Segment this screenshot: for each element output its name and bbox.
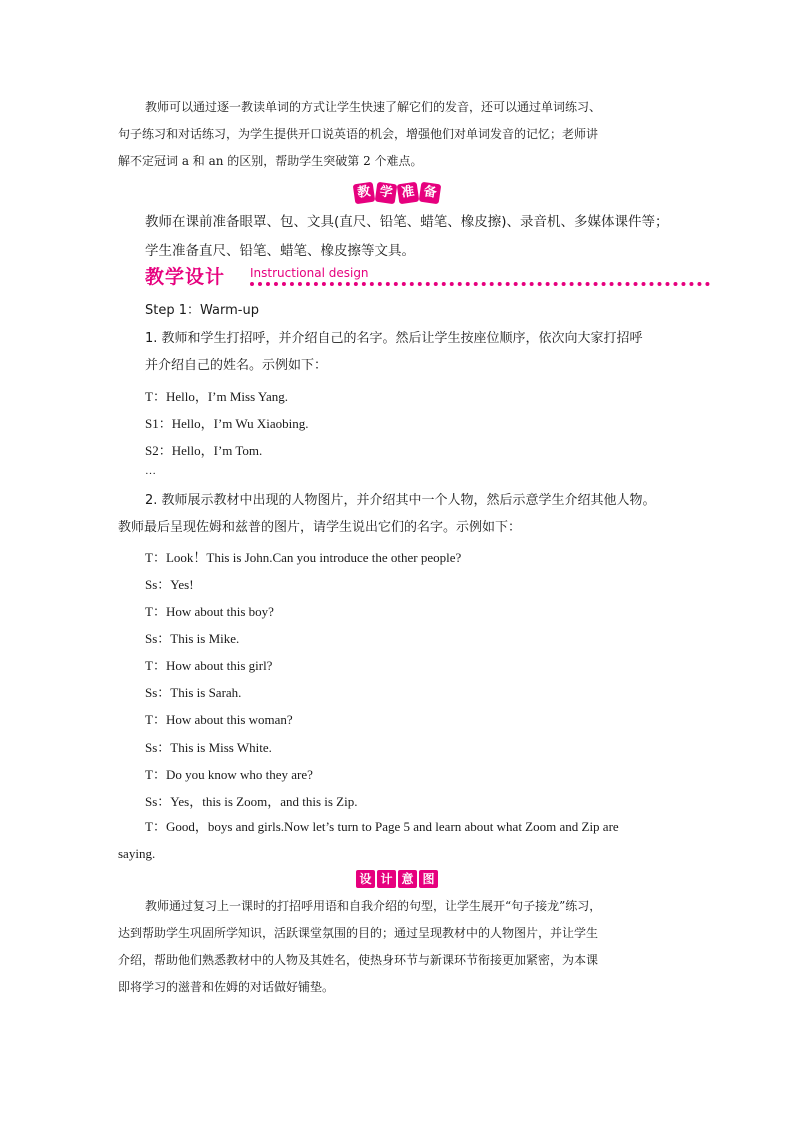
item-1-line-1: 1. 教师和学生打招呼，并介绍自己的名字。然后让学生按座位顺序，依次向大家打招呼 — [145, 331, 643, 346]
dialog-2-line: Ss：Yes，this is Zoom，and this is Zip. — [145, 794, 358, 809]
intent-heading-char: 设 — [356, 870, 375, 888]
item-1-line-2: 并介绍自己的姓名。示例如下： — [145, 358, 328, 373]
dialog-last-line-2: saying. — [118, 846, 156, 861]
intent-heading-char: 意 — [398, 870, 417, 888]
prep-line-1: 教师在课前准备眼罩、包、文具(直尺、铅笔、蜡笔、橡皮擦)、录音机、多媒体课件等； — [145, 214, 669, 230]
dotted-divider — [250, 282, 710, 286]
prep-line-2: 学生准备直尺、铅笔、蜡笔、橡皮擦等文具。 — [145, 243, 415, 259]
dialog-2-line: T：Look！This is John.Can you introduce the other people? — [145, 550, 462, 565]
intent-line-4: 即将学习的滋普和佐姆的对话做好铺垫。 — [118, 980, 335, 994]
dialog-2-line: Ss：Yes! — [145, 577, 194, 592]
dialog-last-paragraph — [118, 813, 685, 867]
dialog-1-line: S2：Hello，I’m Tom. — [145, 443, 263, 458]
intent-line-2: 达到帮助学生巩固所学知识，活跃课堂氛围的目的；通过呈现教材中的人物图片，并让学生 — [118, 926, 599, 940]
dialog-2-line: T：How about this woman? — [145, 712, 293, 727]
prep-heading-char: 学 — [375, 182, 398, 205]
item-2-line-1: 2. 教师展示教材中出现的人物图片，并介绍其中一个人物，然后示意学生介绍其他人物。 — [145, 493, 656, 508]
item-1-paragraph — [145, 325, 683, 379]
dialog-2-line: Ss：This is Miss White. — [145, 740, 272, 755]
intro-line-1: 教师可以通过逐一教读单词的方式让学生快速了解它们的发音，还可以通过单词练习、 — [145, 100, 602, 114]
item-2-paragraph — [118, 487, 683, 541]
dialog-1-ellipsis: … — [145, 465, 156, 477]
step-1-heading: Step 1：Warm-up — [145, 303, 259, 318]
design-heading-subtitle: Instructional design — [250, 266, 369, 280]
prep-paragraph — [145, 208, 683, 266]
dialog-1-line: T：Hello，I’m Miss Yang. — [145, 389, 289, 404]
intent-paragraph — [118, 893, 685, 1001]
intro-line-3: 解不定冠词 a 和 an 的区别，帮助学生突破第 2 个难点。 — [118, 154, 423, 168]
intro-paragraph — [118, 94, 685, 175]
dialog-last-line-1: T：Good，boys and girls.Now let’s turn to Page 5 and learn about what Zoom and Zip are — [145, 819, 619, 834]
intro-line-2: 句子练习和对话练习，为学生提供开口说英语的机会，增强他们对单词发音的记忆；老师讲 — [118, 127, 599, 141]
dialog-2-line: Ss：This is Sarah. — [145, 685, 242, 700]
dialog-2-line: Ss：This is Mike. — [145, 631, 240, 646]
dialog-2-line: T：Do you know who they are? — [145, 767, 313, 782]
prep-heading-chip — [353, 181, 441, 203]
prep-heading — [0, 181, 794, 203]
intent-line-3: 介绍，帮助他们熟悉教材中的人物及其姓名，使热身环节与新课环节衔接更加紧密，为本课 — [118, 953, 599, 967]
prep-heading-char: 教 — [353, 182, 376, 205]
dialog-2-line: T：How about this boy? — [145, 604, 274, 619]
intent-heading-char: 图 — [419, 870, 438, 888]
prep-heading-char: 备 — [419, 182, 442, 205]
intent-heading-char: 计 — [377, 870, 396, 888]
dialog-2-line: T：How about this girl? — [145, 658, 273, 673]
item-2-line-2: 教师最后呈现佐姆和兹普的图片，请学生说出它们的名字。示例如下： — [118, 520, 522, 535]
intent-heading-chip — [355, 868, 439, 888]
prep-heading-char: 准 — [397, 182, 420, 205]
design-heading-title: 教学设计 — [145, 266, 226, 288]
dialog-1-line: S1：Hello，I’m Wu Xiaobing. — [145, 416, 309, 431]
intent-heading — [0, 868, 794, 888]
intent-line-1: 教师通过复习上一课时的打招呼用语和自我介绍的句型，让学生展开“句子接龙”练习， — [145, 899, 602, 913]
design-heading — [145, 262, 710, 290]
